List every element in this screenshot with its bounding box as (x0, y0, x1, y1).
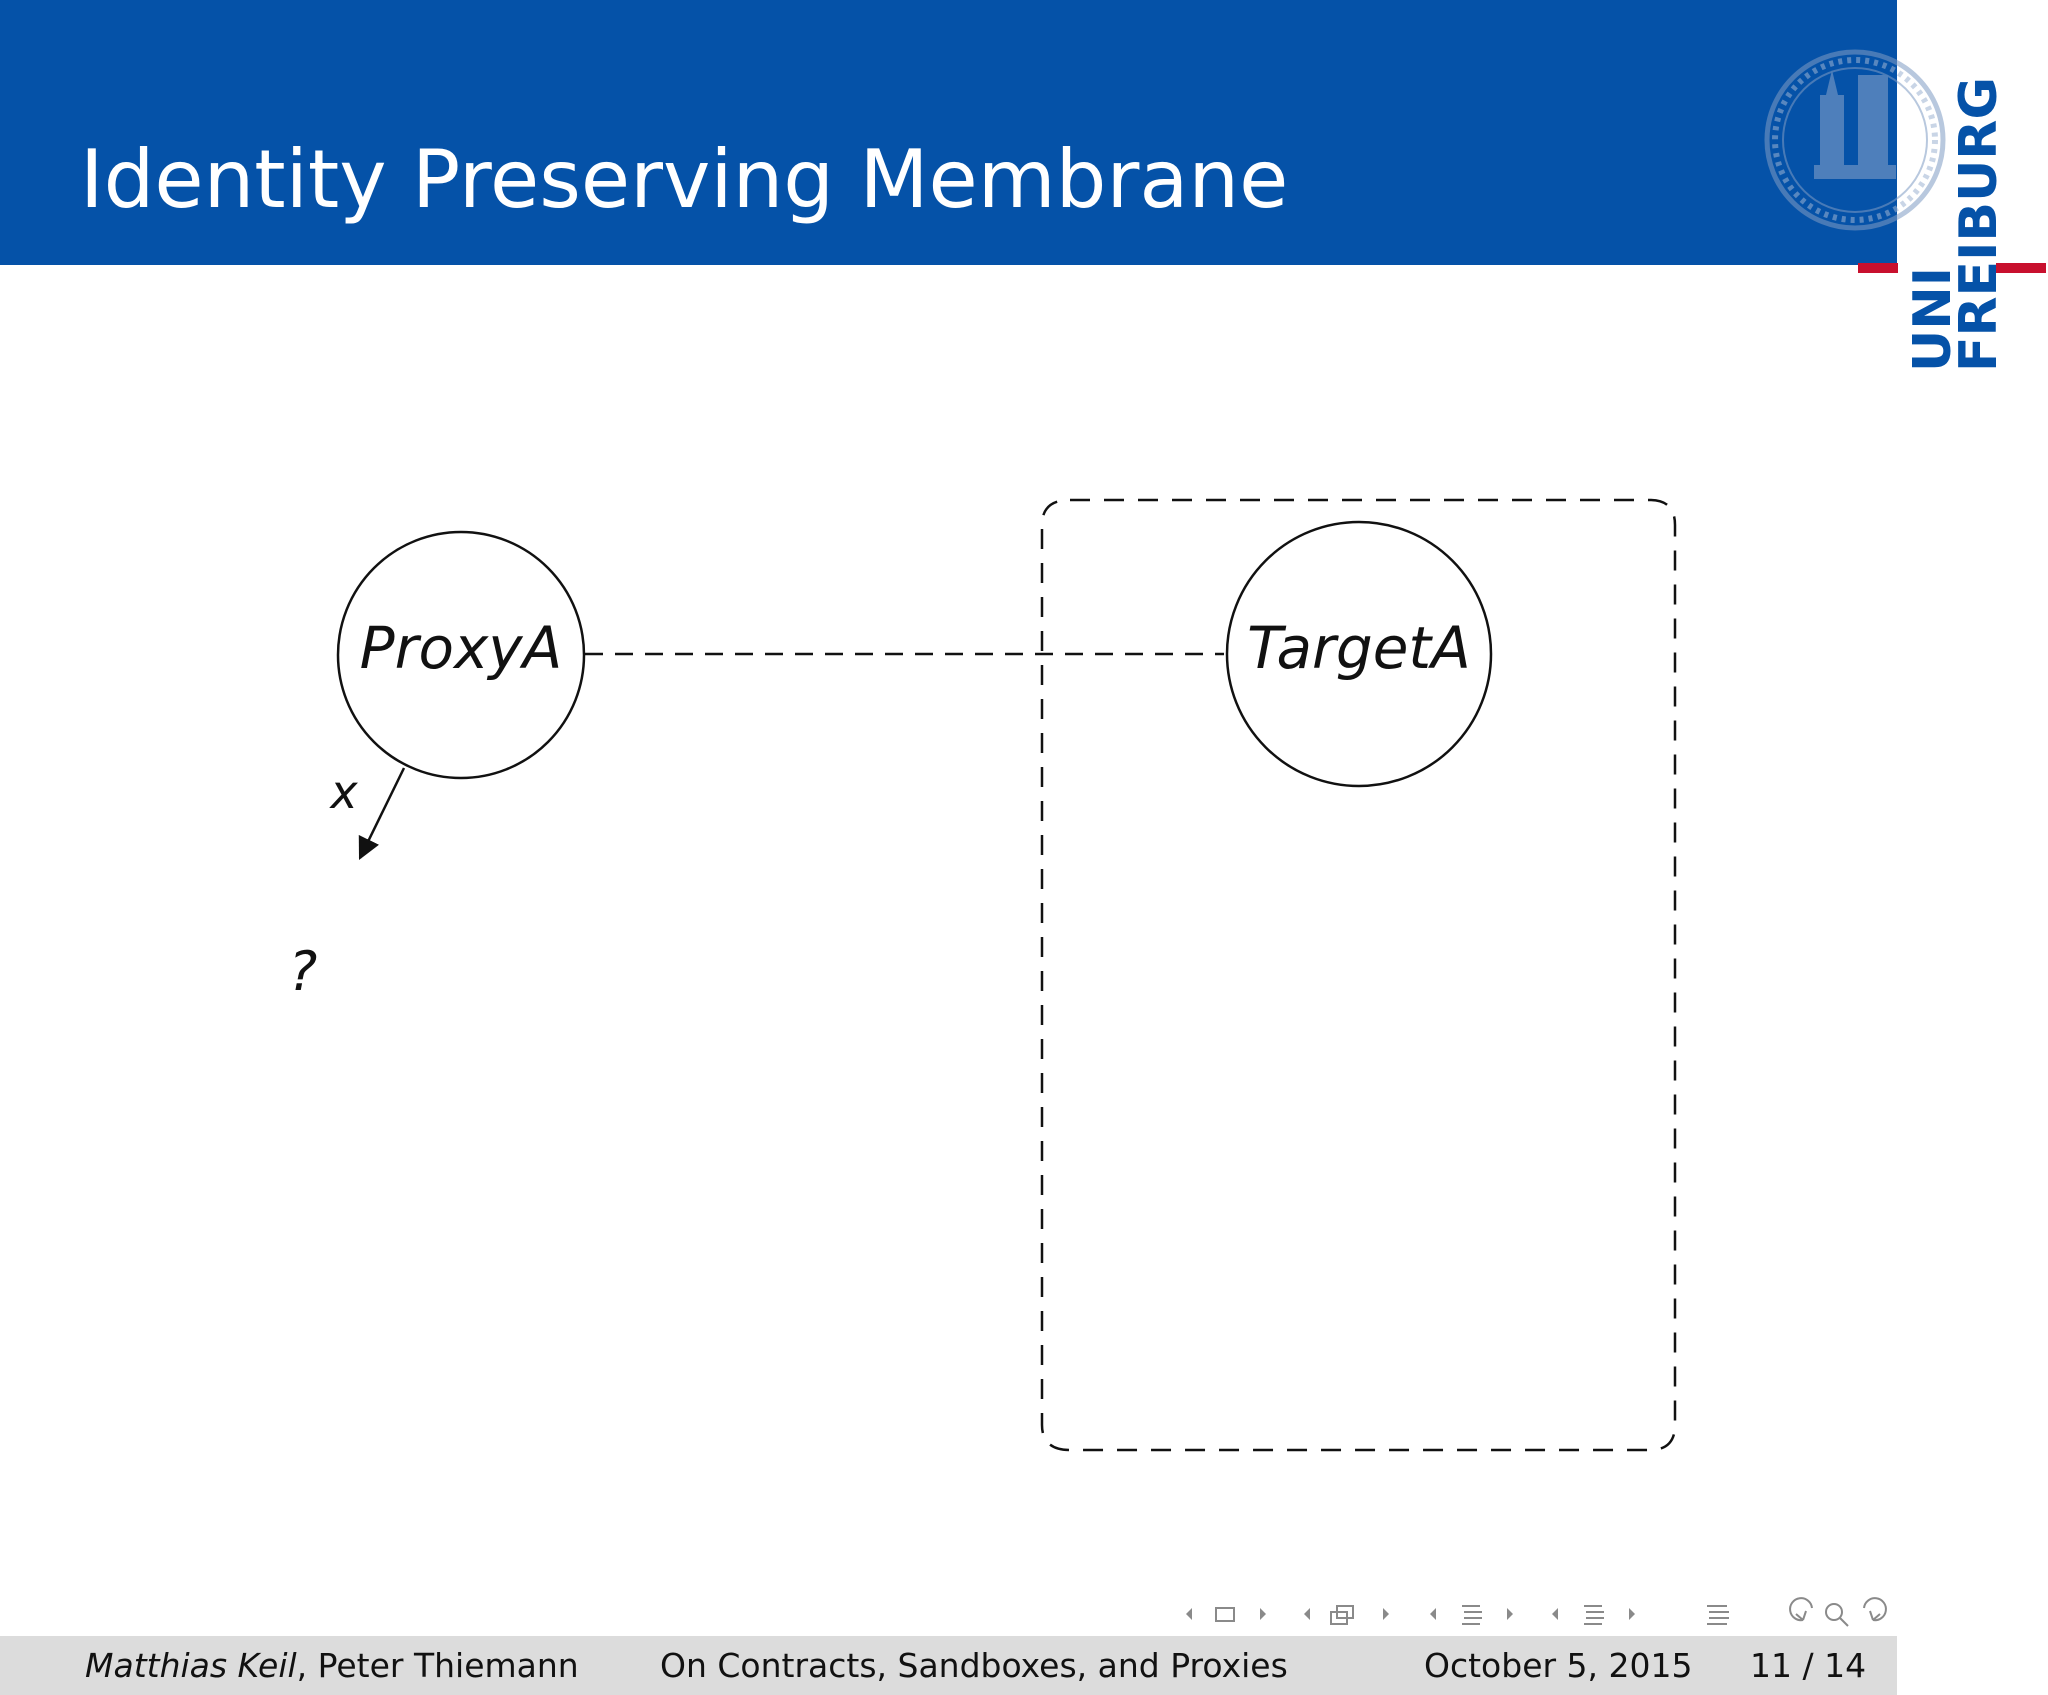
logo-text-uni: UNI (1903, 266, 1963, 372)
slide-title: Identity Preserving Membrane (80, 133, 1289, 226)
nav-section-icon[interactable] (1430, 1606, 1513, 1624)
footer-date: October 5, 2015 (1424, 1646, 1693, 1685)
back-icon[interactable] (1790, 1598, 1812, 1620)
nav-outline-icon[interactable] (1552, 1606, 1635, 1624)
proxy-node-label: ProxyA (359, 614, 563, 682)
property-label: x (330, 765, 358, 819)
nav-menu-icon[interactable] (1707, 1606, 1729, 1624)
search-icon[interactable] (1826, 1604, 1848, 1626)
footer-author-primary: Matthias Keil (85, 1646, 297, 1685)
membrane-diagram (0, 265, 2048, 1605)
nav-subsection-icon[interactable] (1304, 1606, 1389, 1624)
nav-frame-icon[interactable] (1186, 1608, 1266, 1621)
target-node-label: TargetA (1247, 614, 1471, 682)
slide-footer (0, 1636, 1897, 1695)
footer-authors (85, 1646, 579, 1685)
university-seal-icon (1767, 52, 1943, 228)
footer-talk-title: On Contracts, Sandboxes, and Proxies (660, 1646, 1288, 1685)
footer-author-secondary: Peter Thiemann (317, 1646, 579, 1685)
beamer-navigation-bar (1170, 1595, 1900, 1635)
slide-header (0, 0, 1897, 265)
unknown-result-label: ? (288, 940, 318, 1003)
property-access-arrow (360, 768, 404, 858)
footer-page-number: 11 / 14 (1750, 1646, 1867, 1685)
footer-author-separator: , (296, 1646, 318, 1685)
logo-text-freiburg: FREIBURG (1949, 76, 2009, 372)
forward-icon[interactable] (1864, 1598, 1886, 1620)
